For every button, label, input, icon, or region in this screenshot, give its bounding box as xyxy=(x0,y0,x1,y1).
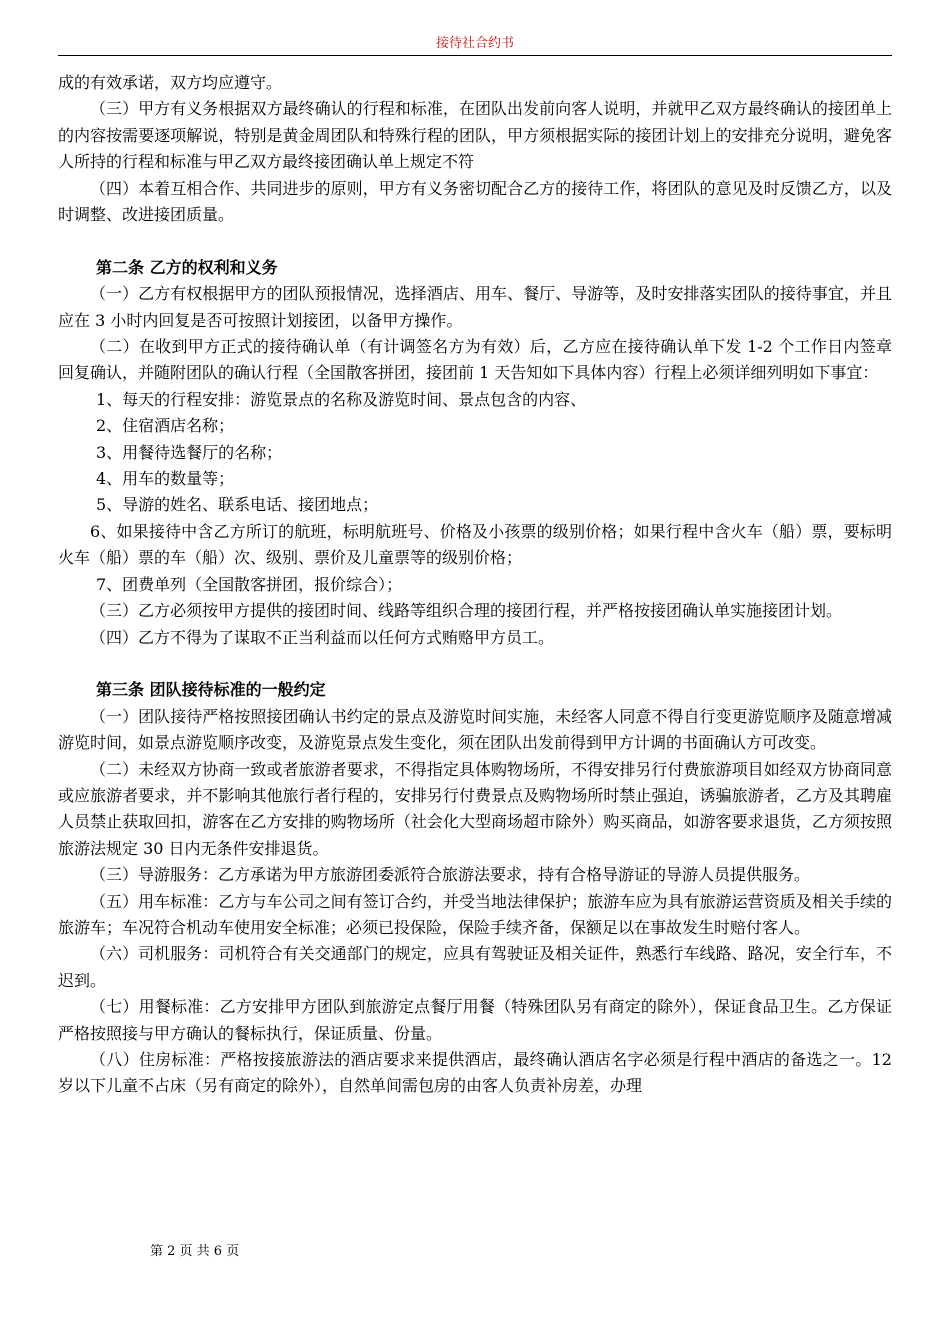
paragraph-article-3-8: （八）住房标准：严格按接旅游法的酒店要求来提供酒店，最终确认酒店名字必须是行程中酒店的备选之一。12 岁以下儿童不占床（另有商定的除外），自然单间需包房的由客人负责补房差，办理 xyxy=(58,1050,892,1096)
paragraph-continuation: 成的有效承诺，双方均应遵守。 xyxy=(58,73,283,92)
page-header-title: 接待社合约书 xyxy=(435,36,514,51)
list-item-3: 3、用餐待选餐厅的名称； xyxy=(96,442,283,462)
list-item-7: 7、团费单列（全国散客拼团，报价综合）； xyxy=(96,574,403,594)
list-item-1: 1、每天的行程安排：游览景点的名称及游览时间、景点包含的内容、 xyxy=(96,389,587,409)
paragraph-article-2-2: （二）在收到甲方正式的接待确认单（有计调签名方为有效）后，乙方应在接待确认单下发 1-2 个工作日内签章回复确认，并随附团队的确认行程（全国散客拼团，接团前 1 天告知如下具体内容）行程上必须详细列明如下事宜： xyxy=(58,337,892,383)
paragraph-article-2-1: （一）乙方有权根据甲方的团队预报情况，选择酒店、用车、餐厅、导游等，及时安排落实团队的接待事宜，并且应在 3 小时内回复是否可按照计划接团，以备甲方操作。 xyxy=(58,284,892,330)
list-item-2: 2、住宿酒店名称； xyxy=(96,416,235,436)
header-divider xyxy=(58,55,892,56)
list-item-6: 6、如果接待中含乙方所订的航班，标明航班号、价格及小孩票的级别价格；如果行程中含火车（船）票，要标明火车（船）票的车（船）次、级别、票价及儿童票等的级别价格； xyxy=(58,521,892,568)
paragraph-article-3-1: （一）团队接待严格按照接团确认书约定的景点及游览时间实施，未经客人同意不得自行变更游览顺序及随意增减游览时间，如景点游览顺序改变，及游览景点发生变化，须在团队出发前得到甲方计调的书面确认方可改变。 xyxy=(58,706,892,753)
paragraph-article-3-3: （三）导游服务：乙方承诺为甲方旅游团委派符合旅游法要求，持有合格导游证的导游人员提供服务。 xyxy=(90,865,811,885)
paragraph-party-a-4: （四）本着互相合作、共同进步的原则，甲方有义务密切配合乙方的接待工作，将团队的意见及时反馈乙方，以及时调整、改进接团质量。 xyxy=(58,178,892,225)
paragraph-article-2-3: （三）乙方必须按甲方提供的接团时间、线路等组织合理的接团行程，并严格按接团确认单实施接团计划。 xyxy=(90,601,843,621)
paragraph-article-3-7: （七）用餐标准：乙方安排甲方团队到旅游定点餐厅用餐（特殊团队另有商定的除外），保证食品卫生。乙方保证严格按照接与甲方确认的餐标执行，保证质量、份量。 xyxy=(58,997,892,1043)
paragraph-article-3-6: （六）司机服务：司机符合有关交通部门的规定，应具有驾驶证及相关证件，熟悉行车线路、路况，安全行车，不迟到。 xyxy=(58,944,892,990)
paragraph-article-3-5: （五）用车标准：乙方与车公司之间有签订合约，并受当地法律保护；旅游车应为具有旅游运营资质及相关手续的旅游车；车况符合机动车使用安全标准；必须已投保险，保险手续齐备，保额足以在事故发生时赔付客人。 xyxy=(58,891,892,937)
list-item-4: 4、用车的数量等； xyxy=(96,469,235,489)
paragraph-party-a-3: （三）甲方有义务根据双方最终确认的行程和标准，在团队出发前向客人说明，并就甲乙双方最终确认的接团单上的内容按需要逐项解说，特别是黄金周团队和特殊行程的团队，甲方须根据实际的接团计划上的安排充分说明，避免客人所持的行程和标准与甲乙双方最终接团确认单上规定不符 xyxy=(58,99,892,172)
section-heading-article-2: 第二条 乙方的权利和义务 xyxy=(96,257,278,277)
spacer xyxy=(58,651,892,677)
paragraph-article-3-2: （二）未经双方协商一致或者旅游者要求，不得指定具体购物场所，不得安排另行付费旅游项目如经双方协商同意或应旅游者要求，并不影响其他旅行者行程的，安排另行付费景点及购物场所时禁止强迫，诱骗旅游者，乙方及其聘雇人员禁止获取回扣，游客在乙方安排的购物场所（社会化大型商场超市除外）购买商品，如游客要求退货，乙方须按照旅游法规定 30 日内无条件安排退货。 xyxy=(58,759,892,858)
list-item-5: 5、导游的姓名、联系电话、接团地点； xyxy=(96,495,379,515)
spacer xyxy=(58,228,892,254)
document-body xyxy=(58,70,892,1100)
page-number: 第 2 页 共 6 页 xyxy=(150,1244,240,1259)
section-heading-article-3: 第三条 团队接待标准的一般约定 xyxy=(96,680,326,700)
paragraph-article-2-4: （四）乙方不得为了谋取不正当利益而以任何方式贿赂甲方员工。 xyxy=(90,627,555,647)
